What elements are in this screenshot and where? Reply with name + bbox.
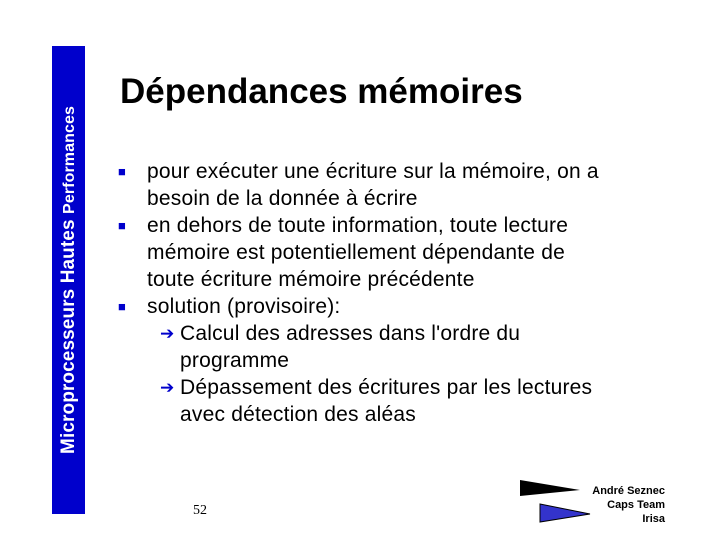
sidebar-title-end: Performances — [60, 106, 78, 214]
bullet-text-line: mémoire est potentiellement dépendante de — [147, 241, 565, 264]
bullet-item — [118, 158, 678, 212]
sub-bullet-text-line: Dépassement des écritures par les lectures — [180, 376, 593, 399]
bullet-text-line: en dehors de toute information, toute lecture — [147, 214, 569, 237]
team-logo — [518, 478, 598, 526]
sub-bullet-text-line: programme — [180, 349, 290, 372]
bullet-text-line: pour exécuter une écriture sur la mémoire, on a — [147, 160, 599, 183]
sidebar-title — [58, 106, 80, 454]
slide-title: Dépendances mémoires — [120, 72, 523, 111]
square-bullet-icon: ■ — [118, 164, 127, 179]
page-number: 52 — [193, 503, 207, 518]
arrow-right-icon: ➔ — [160, 324, 175, 343]
square-bullet-icon: ■ — [118, 299, 127, 314]
arrow-right-icon: ➔ — [160, 378, 175, 397]
sub-bullet-item — [118, 374, 678, 428]
bullet-item — [118, 293, 678, 320]
logo-black-triangle — [520, 480, 580, 496]
sub-bullet-item — [118, 320, 678, 374]
sidebar-band — [52, 46, 85, 514]
sub-bullet-text-line: Calcul des adresses dans l'ordre du — [180, 322, 521, 345]
sidebar-title-main: Microprocesseurs Hautes — [57, 219, 79, 454]
bullet-text-line: besoin de la donnée à écrire — [147, 187, 418, 210]
author-name: André Seznec — [592, 485, 665, 497]
square-bullet-icon: ■ — [118, 218, 127, 233]
logo-blue-triangle — [540, 504, 590, 522]
sub-bullet-text-line: avec détection des aléas — [180, 403, 416, 426]
institute-name: Irisa — [642, 513, 665, 525]
bullet-item — [118, 212, 678, 293]
author-credits — [592, 484, 665, 526]
team-name: Caps Team — [607, 499, 665, 511]
bullet-list — [118, 158, 678, 428]
bullet-text-line: toute écriture mémoire précédente — [147, 268, 475, 291]
bullet-text-line: solution (provisoire): — [147, 295, 341, 318]
